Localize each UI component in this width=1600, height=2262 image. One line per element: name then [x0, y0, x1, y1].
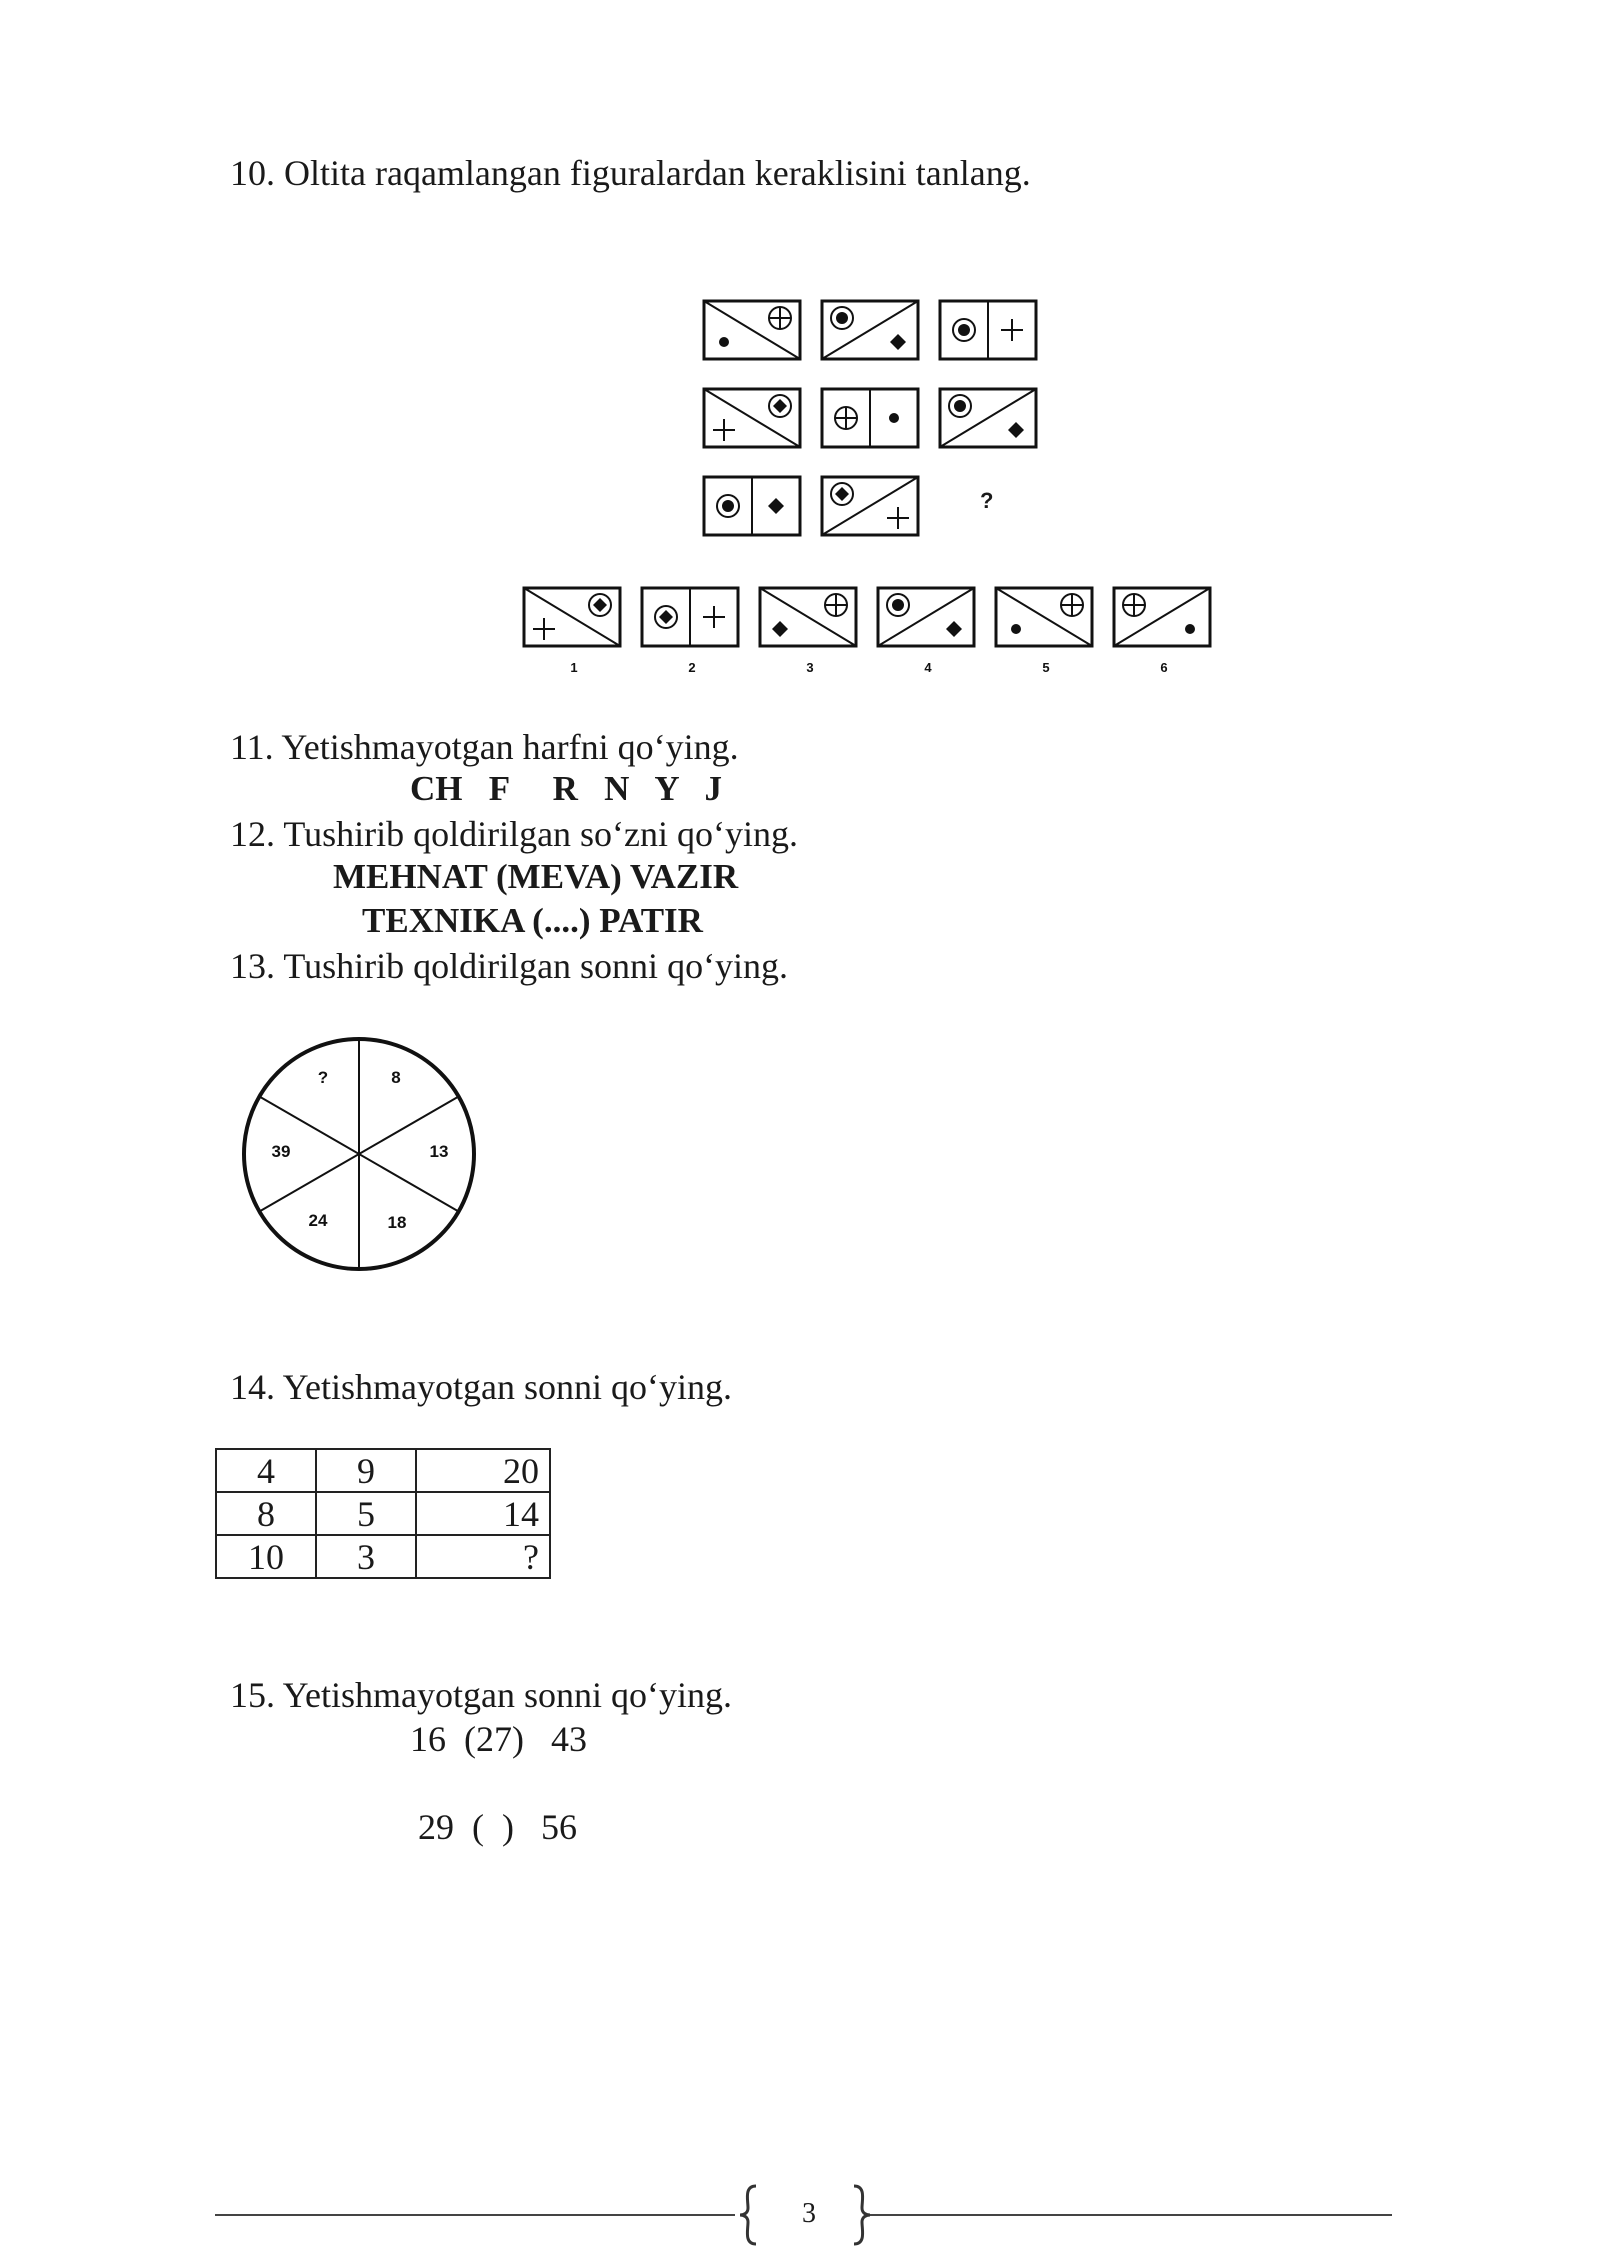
- circle-diamond-icon: [589, 594, 611, 616]
- q14-text: 14. Yetishmayotgan sonni qo‘ying.: [230, 1367, 733, 1407]
- q15-line1: 16 (27) 43: [410, 1719, 587, 1759]
- dot-icon: [1185, 624, 1195, 634]
- table-row: [216, 1535, 550, 1578]
- option-number: 5: [1042, 660, 1050, 675]
- footer-rule-right: [868, 2214, 1392, 2216]
- plus-icon: [713, 419, 735, 441]
- puzzle-figure: [642, 588, 738, 646]
- puzzle-figure: [822, 477, 918, 535]
- diamond-icon: [1008, 422, 1024, 438]
- q10-text: 10. Oltita raqamlangan figuralardan keraklisini tanlang.: [230, 153, 1031, 193]
- q15-line2: 29 ( ) 56: [418, 1807, 577, 1847]
- q10-answer-options: [515, 580, 1225, 680]
- plus-icon: [1001, 319, 1023, 341]
- circle-plus-icon: [1061, 594, 1083, 616]
- sector-value: 39: [271, 1142, 291, 1161]
- table-cell: 8: [216, 1492, 316, 1535]
- circle-diamond-icon: [769, 395, 791, 417]
- table-cell: 9: [316, 1449, 416, 1492]
- puzzle-figure: [822, 301, 918, 359]
- sector-value: 13: [429, 1142, 449, 1161]
- circle-plus-icon: [769, 307, 791, 329]
- sector-value: ?: [317, 1068, 329, 1087]
- puzzle-figure: [822, 389, 918, 447]
- table-cell: 14: [416, 1492, 550, 1535]
- circle-diamond-icon: [831, 483, 853, 505]
- option-number: 1: [570, 660, 578, 675]
- table-cell: 3: [316, 1535, 416, 1578]
- table-row: [216, 1449, 550, 1492]
- q12-line2: TEXNIKA (....) PATIR: [362, 901, 703, 940]
- option-number: 4: [924, 660, 932, 675]
- sector-value: 8: [391, 1068, 401, 1087]
- option-number: 6: [1160, 660, 1168, 675]
- plus-icon: [887, 507, 909, 529]
- circle-plus-icon: [835, 407, 857, 429]
- table-cell: 10: [216, 1535, 316, 1578]
- diamond-icon: [772, 621, 788, 637]
- diamond-icon: [946, 621, 962, 637]
- plus-icon: [703, 606, 725, 628]
- option-number: 2: [688, 660, 696, 675]
- sector-value: 24: [308, 1211, 328, 1230]
- circle-dot-icon: [887, 594, 909, 616]
- plus-icon: [533, 618, 555, 640]
- table-cell: 5: [316, 1492, 416, 1535]
- q11-text: 11. Yetishmayotgan harfni qo‘ying.: [230, 727, 739, 767]
- circle-dot-icon: [717, 495, 739, 517]
- q14-number-table: [215, 1448, 551, 1579]
- q15-text: 15. Yetishmayotgan sonni qo‘ying.: [230, 1675, 733, 1715]
- puzzle-figure: [524, 588, 620, 646]
- q11-letters: CH F R N Y J: [410, 769, 723, 808]
- footer-bracket-left: [738, 2184, 760, 2246]
- puzzle-figure: [760, 588, 856, 646]
- puzzle-figure: [996, 588, 1092, 646]
- puzzle-figure: [704, 389, 800, 447]
- q13-number-wheel: [238, 1033, 483, 1278]
- q10-missing-mark: ?: [980, 488, 994, 513]
- puzzle-figure: [878, 588, 974, 646]
- circle-dot-icon: [953, 319, 975, 341]
- dot-icon: [1011, 624, 1021, 634]
- puzzle-figure: [940, 301, 1036, 359]
- circle-dot-icon: [831, 307, 853, 329]
- puzzle-figure: [1114, 588, 1210, 646]
- sector-value: 18: [387, 1213, 407, 1232]
- footer-rule-left: [215, 2214, 735, 2216]
- circle-plus-icon: [825, 594, 847, 616]
- table-cell: 20: [416, 1449, 550, 1492]
- circle-plus-icon: [1123, 594, 1145, 616]
- q10-figure-matrix: [690, 290, 1070, 550]
- page-number: 3: [802, 2198, 816, 2229]
- circle-diamond-icon: [655, 606, 677, 628]
- puzzle-figure: [940, 389, 1036, 447]
- diamond-icon: [890, 334, 906, 350]
- puzzle-figure: [704, 477, 800, 535]
- footer-bracket-right: [850, 2184, 872, 2246]
- table-cell: ?: [416, 1535, 550, 1578]
- q13-text: 13. Tushirib qoldirilgan sonni qo‘ying.: [230, 946, 789, 986]
- diamond-icon: [768, 498, 784, 514]
- q12-line1: MEHNAT (MEVA) VAZIR: [333, 857, 739, 896]
- q12-text: 12. Tushirib qoldirilgan so‘zni qo‘ying.: [230, 814, 799, 854]
- table-row: [216, 1492, 550, 1535]
- dot-icon: [889, 413, 899, 423]
- puzzle-figure: [704, 301, 800, 359]
- option-number: 3: [806, 660, 814, 675]
- table-cell: 4: [216, 1449, 316, 1492]
- dot-icon: [719, 337, 729, 347]
- circle-dot-icon: [949, 395, 971, 417]
